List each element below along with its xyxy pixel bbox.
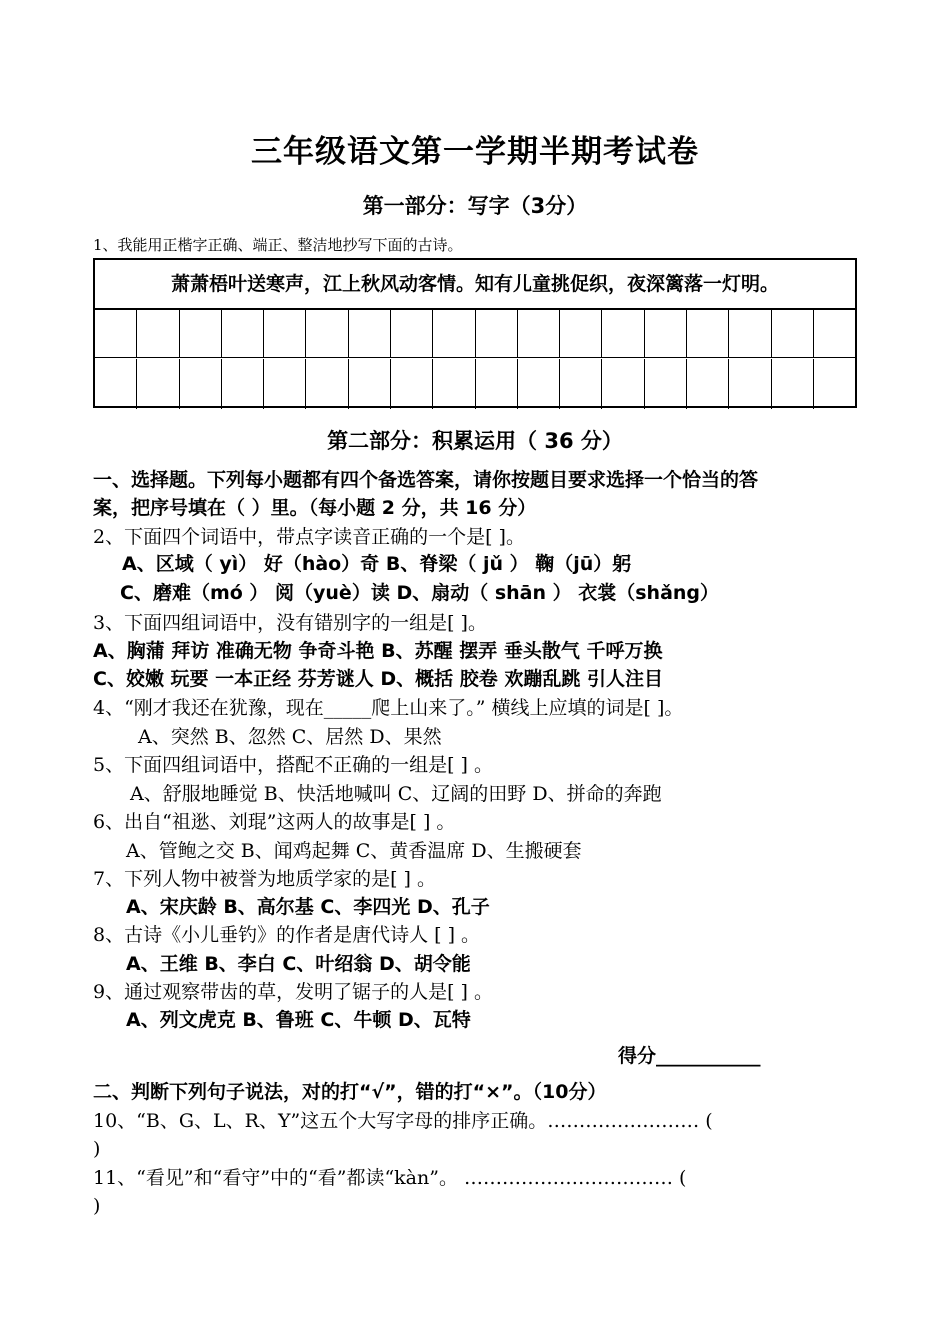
poem-text: 萧萧梧叶送寒声，江上秋风动客情。知有儿童挑促织，夜深篱落一灯明。	[95, 260, 855, 310]
question-10: 10、“B、G、L、R、Y”这五个大写字母的排序正确。…………………… (	[93, 1110, 713, 1132]
poem-writing-box	[93, 258, 857, 408]
page-title: 三年级语文第一学期半期考试卷	[251, 134, 699, 170]
question-2-options-b: C、磨难（mó ） 阅（yuè）读 D、扇动（ shān ） 衣裳（shǎng）	[120, 582, 720, 604]
writing-grid-row-1[interactable]	[95, 308, 855, 358]
question-9-options: A、列文虎克 B、鲁班 C、牛顿 D、瓦特	[126, 1009, 471, 1031]
question-3: 3、下面四组词语中，没有错别字的一组是[ ]。	[93, 612, 487, 634]
question-4: 4、“刚才我还在犹豫，现在_____爬上山来了。” 横线上应填的词是[ ]。	[93, 697, 684, 719]
section1-instructions-line2: 案，把序号填在（ ）里。（每小题 2 分，共 16 分）	[93, 497, 537, 519]
question-9: 9、通过观察带齿的草，发明了锯子的人是[ ] 。	[93, 981, 493, 1003]
question-6: 6、出自“祖逖、刘琨”这两人的故事是[ ] 。	[93, 811, 456, 833]
part1-heading: 第一部分：写字（3分）	[362, 194, 588, 218]
question-5: 5、下面四组词语中，搭配不正确的一组是[ ] 。	[93, 754, 493, 776]
question-11-answer-close: )	[93, 1195, 101, 1217]
question-3-options-b: C、姣嫩 玩要 一本正经 芬芳谜人 D、概括 胶卷 欢蹦乱跳 引人注目	[93, 668, 664, 690]
question-2: 2、下面四个词语中，带点字读音正确的一个是[ ]。	[93, 526, 525, 548]
question-5-options: A、舒服地睡觉 B、快活地喊叫 C、辽阔的田野 D、拼命的奔跑	[130, 783, 662, 805]
score-field[interactable]: 得分___________	[618, 1045, 761, 1067]
question-4-options: A、突然 B、忽然 C、居然 D、果然	[138, 726, 442, 748]
question-7: 7、下列人物中被誉为地质学家的是[ ] 。	[93, 868, 436, 890]
part2-heading: 第二部分：积累运用（ 36 分）	[327, 429, 623, 453]
question-2-options-a: A、区域（ yì） 好（hào）奇 B、脊梁（ jǔ ） 鞠（jū）躬	[122, 553, 632, 575]
question-8-options: A、王维 B、李白 C、叶绍翁 D、胡令能	[126, 953, 471, 975]
question-1: 1、我能用正楷字正确、端正、整洁地抄写下面的古诗。	[93, 236, 463, 254]
section2-instructions: 二、判断下列句子说法，对的打“√”，错的打“×”。（10分）	[93, 1081, 607, 1103]
question-7-options: A、宋庆龄 B、高尔基 C、李四光 D、孔子	[126, 896, 490, 918]
writing-grid-row-2[interactable]	[95, 359, 855, 409]
question-3-options-a: A、胸蒲 拜访 准确无物 争奇斗艳 B、苏醒 摆弄 垂头散气 千呼万换	[93, 640, 663, 662]
question-8: 8、古诗《小儿垂钓》的作者是唐代诗人 [ ] 。	[93, 924, 481, 946]
section1-instructions-line1: 一、选择题。下列每小题都有四个备选答案，请你按题目要求选择一个恰当的答	[93, 469, 759, 491]
question-6-options: A、管鲍之交 B、闻鸡起舞 C、黄香温席 D、生搬硬套	[126, 840, 582, 862]
question-11: 11、“看见”和“看守”中的“看”都读“kàn”。 …………………………… (	[93, 1167, 687, 1189]
question-10-answer-close: )	[93, 1138, 101, 1160]
